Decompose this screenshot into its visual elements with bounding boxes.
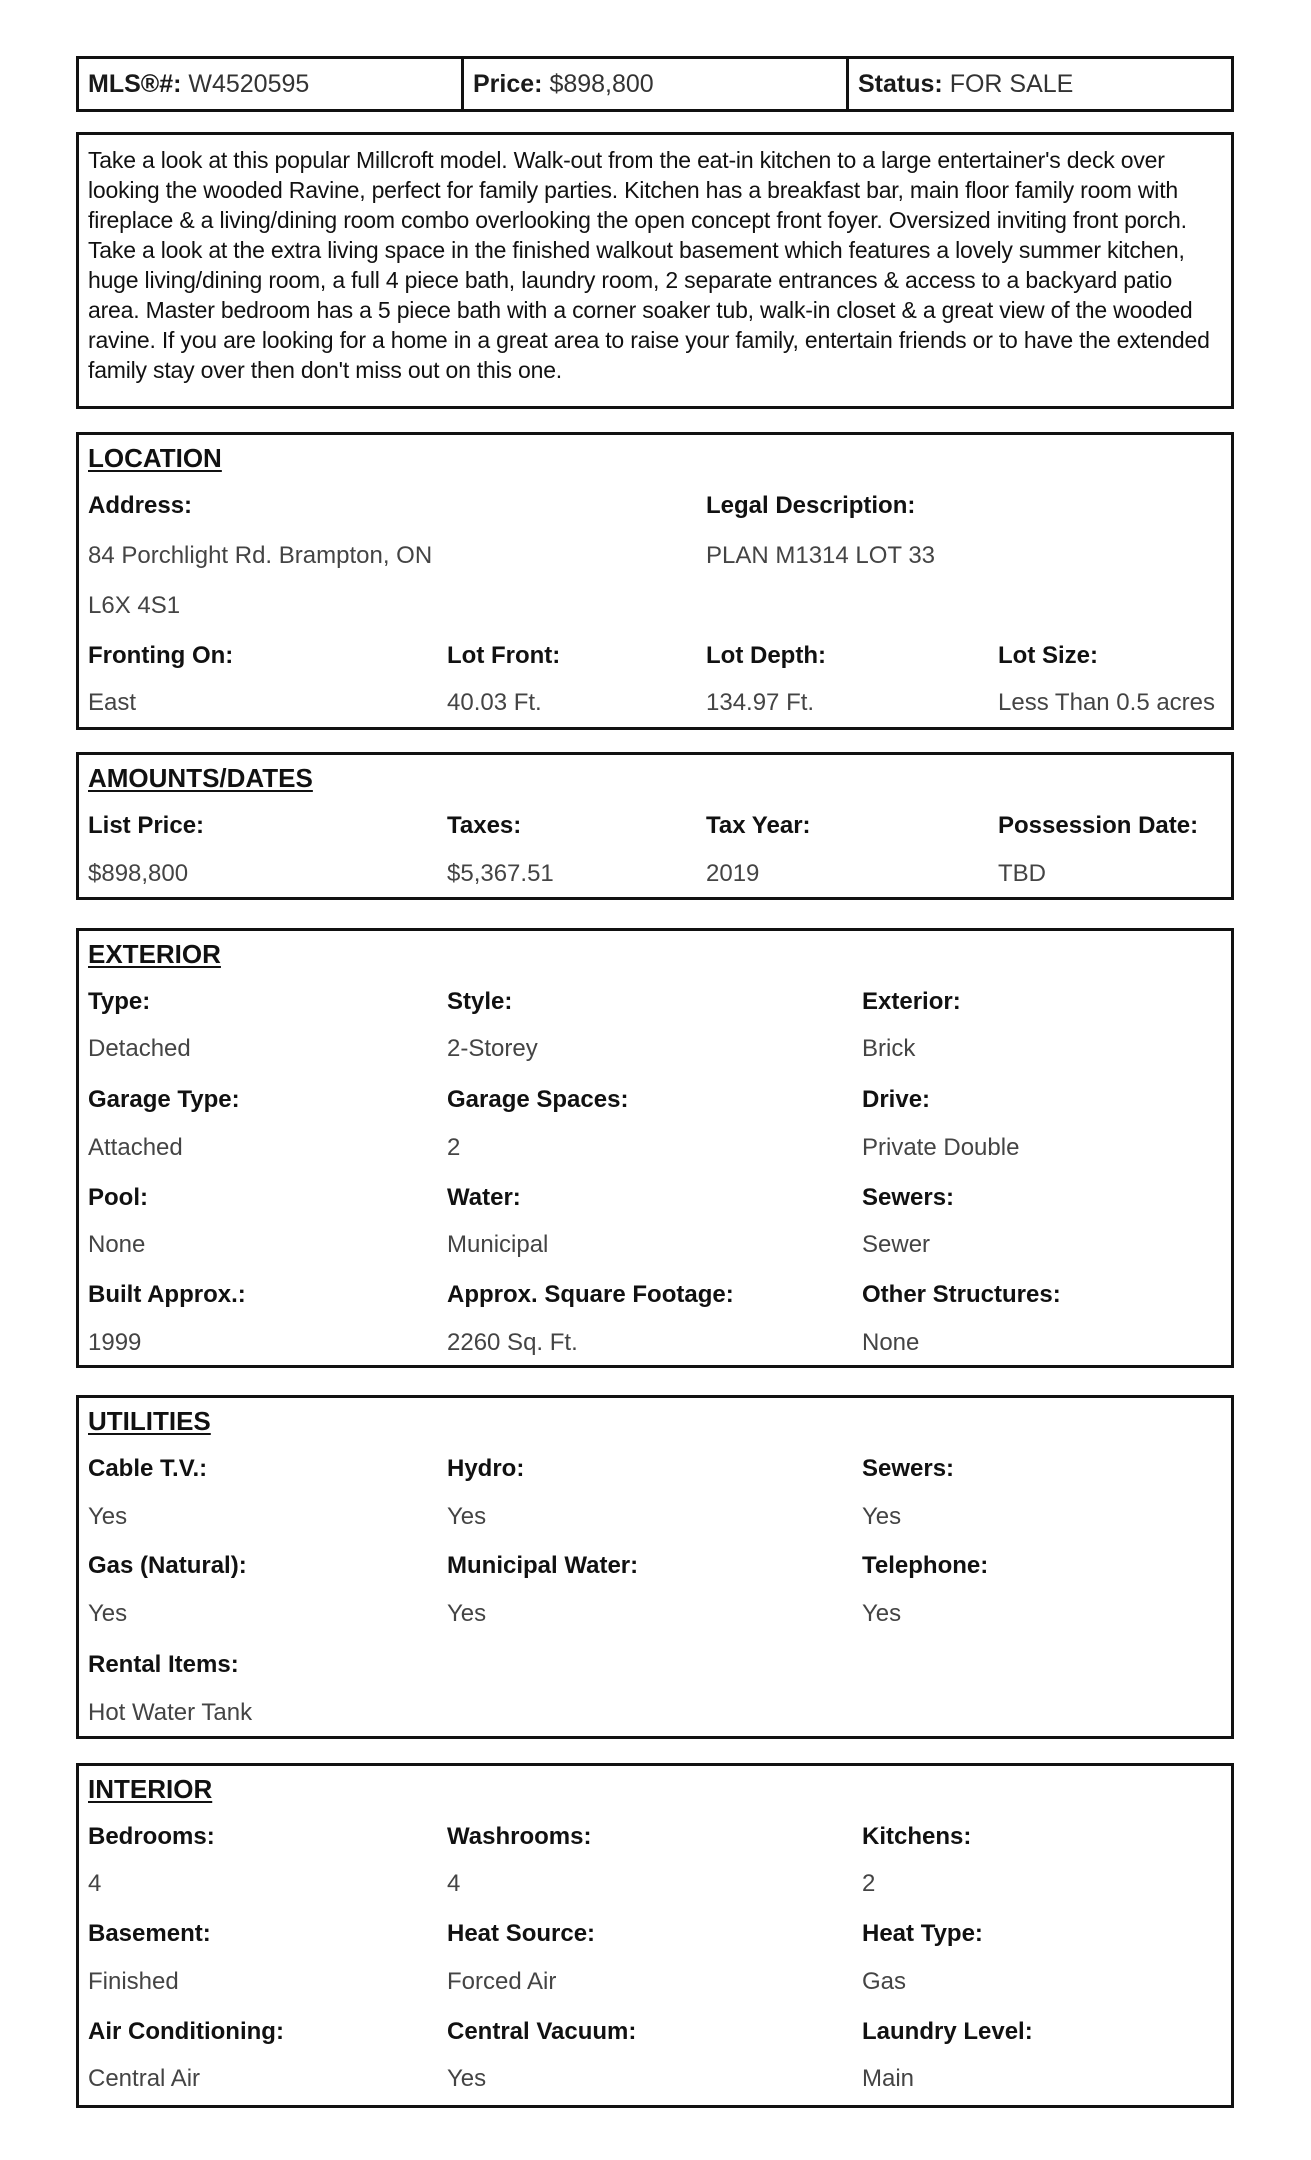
- hydro-value: Yes: [447, 1503, 487, 1530]
- list-price-value: $898,800: [88, 860, 189, 887]
- style-value: 2-Storey: [447, 1035, 538, 1062]
- water-value: Municipal: [447, 1231, 549, 1258]
- lot-size-value: Less Than 0.5 acres: [998, 689, 1216, 716]
- section-title-exterior: EXTERIOR: [88, 939, 221, 969]
- listing-header: [76, 56, 1234, 112]
- taxes-label: Taxes:: [447, 812, 522, 839]
- lot-front-value: 40.03 Ft.: [447, 689, 542, 716]
- lot-front-label: Lot Front:: [447, 642, 561, 669]
- tax-year-label: Tax Year:: [706, 812, 811, 839]
- tax-year-value: 2019: [706, 860, 760, 887]
- heat-source-label: Heat Source:: [447, 1920, 596, 1947]
- price-label: Price:: [473, 69, 543, 98]
- status-value: FOR SALE: [949, 69, 1074, 98]
- telephone-label: Telephone:: [862, 1552, 989, 1579]
- bedrooms-label: Bedrooms:: [88, 1823, 215, 1850]
- price-cell: [464, 59, 849, 109]
- garage-spaces-value: 2: [447, 1134, 461, 1161]
- type-label: Type:: [88, 988, 151, 1015]
- mls-cell: [79, 59, 464, 109]
- sqft-label: Approx. Square Footage:: [447, 1281, 734, 1308]
- location-section: [76, 432, 1234, 730]
- status-label: Status:: [858, 69, 943, 98]
- pool-label: Pool:: [88, 1184, 148, 1211]
- section-title-interior: INTERIOR: [88, 1774, 213, 1804]
- hydro-label: Hydro:: [447, 1455, 525, 1482]
- section-title-utilities: UTILITIES: [88, 1406, 211, 1436]
- municipal-water-label: Municipal Water:: [447, 1552, 639, 1579]
- basement-value: Finished: [88, 1968, 179, 1995]
- address-line2: L6X 4S1: [88, 592, 181, 619]
- municipal-water-value: Yes: [447, 1600, 487, 1627]
- exterior-section: [76, 928, 1234, 1368]
- cable-value: Yes: [88, 1503, 128, 1530]
- drive-value: Private Double: [862, 1134, 1020, 1161]
- telephone-value: Yes: [862, 1600, 902, 1627]
- other-structures-value: None: [862, 1329, 920, 1356]
- washrooms-label: Washrooms:: [447, 1823, 592, 1850]
- utilities-sewers-label: Sewers:: [862, 1455, 955, 1482]
- status-cell: [849, 59, 1231, 109]
- kitchens-label: Kitchens:: [862, 1823, 972, 1850]
- central-vacuum-value: Yes: [447, 2065, 487, 2092]
- basement-label: Basement:: [88, 1920, 211, 1947]
- list-price-label: List Price:: [88, 812, 205, 839]
- air-conditioning-value: Central Air: [88, 2065, 201, 2092]
- interior-section: [76, 1763, 1234, 2108]
- price-value: $898,800: [549, 69, 654, 98]
- other-structures-label: Other Structures:: [862, 1281, 1061, 1308]
- cable-label: Cable T.V.:: [88, 1455, 208, 1482]
- garage-type-label: Garage Type:: [88, 1086, 240, 1113]
- washrooms-value: 4: [447, 1870, 461, 1897]
- address-label: Address:: [88, 492, 193, 519]
- heat-source-value: Forced Air: [447, 1968, 557, 1995]
- rental-items-value: Hot Water Tank: [88, 1699, 253, 1726]
- type-value: Detached: [88, 1035, 191, 1062]
- heat-type-label: Heat Type:: [862, 1920, 983, 1947]
- exterior-value: Brick: [862, 1035, 916, 1062]
- pool-value: None: [88, 1231, 146, 1258]
- possession-label: Possession Date:: [998, 812, 1199, 839]
- section-title-location: LOCATION: [88, 443, 222, 473]
- lot-depth-value: 134.97 Ft.: [706, 689, 815, 716]
- section-title-amounts: AMOUNTS/DATES: [88, 763, 313, 793]
- gas-label: Gas (Natural):: [88, 1552, 247, 1579]
- taxes-value: $5,367.51: [447, 860, 554, 887]
- built-label: Built Approx.:: [88, 1281, 246, 1308]
- laundry-level-value: Main: [862, 2065, 915, 2092]
- gas-value: Yes: [88, 1600, 128, 1627]
- legal-description-value: PLAN M1314 LOT 33: [706, 542, 936, 569]
- sewers-label: Sewers:: [862, 1184, 955, 1211]
- utilities-section: [76, 1395, 1234, 1739]
- mls-value: W4520595: [188, 69, 310, 98]
- drive-label: Drive:: [862, 1086, 931, 1113]
- address-line1: 84 Porchlight Rd. Brampton, ON: [88, 542, 433, 569]
- garage-spaces-label: Garage Spaces:: [447, 1086, 629, 1113]
- bedrooms-value: 4: [88, 1870, 102, 1897]
- central-vacuum-label: Central Vacuum:: [447, 2018, 637, 2045]
- amounts-section: [76, 752, 1234, 900]
- mls-label: MLS®#:: [88, 69, 182, 98]
- heat-type-value: Gas: [862, 1968, 907, 1995]
- laundry-level-label: Laundry Level:: [862, 2018, 1033, 2045]
- sewers-value: Sewer: [862, 1231, 931, 1258]
- water-label: Water:: [447, 1184, 521, 1211]
- rental-items-label: Rental Items:: [88, 1651, 239, 1678]
- style-label: Style:: [447, 988, 513, 1015]
- lot-size-label: Lot Size:: [998, 642, 1098, 669]
- lot-depth-label: Lot Depth:: [706, 642, 826, 669]
- air-conditioning-label: Air Conditioning:: [88, 2018, 284, 2045]
- sqft-value: 2260 Sq. Ft.: [447, 1329, 578, 1356]
- garage-type-value: Attached: [88, 1134, 183, 1161]
- kitchens-value: 2: [862, 1870, 876, 1897]
- description-text: Take a look at this popular Millcroft model. Walk-out from the eat-in kitchen to a large entertainer's deck over looking the wooded Ravine, perfect for family parties. Kitchen has a breakfast bar, main floor family room with fireplace & a living/dining room combo overlooking the open concept front foyer. Oversized inviting front porch. Take a look at the extra living space in the finished walkout basement which features a lovely summer kitchen, huge living/dining room, a full 4 piece bath, laundry room, 2 separate entrances & access to a backyard patio area. Master bedroom has a 5 piece bath with a corner soaker tub, walk-in closet & a great view of the wooded ravine. If you are looking for a home in a great area to raise your family, entertain friends or to have the extended family stay over then don't miss out on this one.: [88, 147, 1210, 383]
- utilities-sewers-value: Yes: [862, 1503, 902, 1530]
- exterior-label: Exterior:: [862, 988, 961, 1015]
- description-box: [76, 132, 1234, 409]
- fronting-value: East: [88, 689, 137, 716]
- built-value: 1999: [88, 1329, 142, 1356]
- possession-value: TBD: [998, 860, 1046, 887]
- legal-description-label: Legal Description:: [706, 492, 916, 519]
- fronting-label: Fronting On:: [88, 642, 234, 669]
